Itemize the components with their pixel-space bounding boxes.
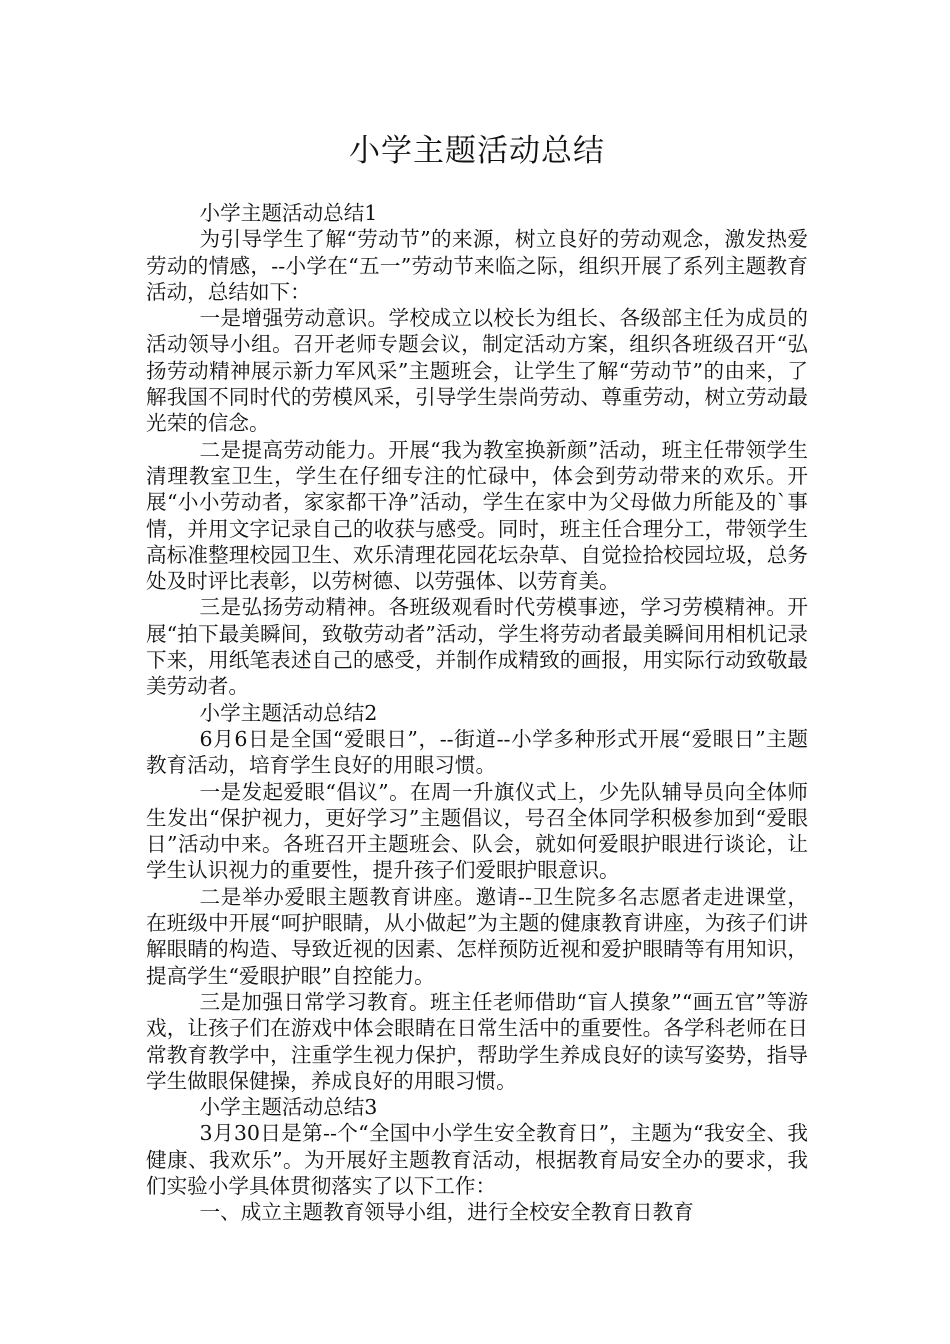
paragraph: 二是提高劳动能力。开展“我为教室换新颜”活动，班主任带领学生清理教室卫生，学生在仔细专注的忙碌中，体会到劳动带来的欢乐。开展“小小劳动者，家家都干净”活动，学生在家中为父母做力所能及的`事情，并用文字记录自己的收获与感受。同时，班主任合理分工，带领学生高标准整理校园卫生、欢乐清理花园花坛杂草、自觉捡拾校园垃圾，总务处及时评比表彰，以劳树德、以劳强体、以劳育美。 — [146, 437, 808, 594]
paragraph: 3月30日是第--个“全国中小学生安全教育日”，主题为“我安全、我健康、我欢乐”。为开展好主题教育活动，根据教育局安全办的要求，我们实验小学具体贯彻落实了以下工作： — [146, 1121, 808, 1198]
paragraph: 为引导学生了解“劳动节”的来源，树立良好的劳动观念，激发热爱劳动的情感，--小学在“五一”劳动节来临之际，组织开展了系列主题教育活动，总结如下： — [146, 227, 808, 304]
paragraph: 一、成立主题教育领导小组，进行全校安全教育日教育 — [199, 1200, 694, 1225]
document-title: 小学主题活动总结 — [349, 133, 605, 169]
paragraph: 一是发起爱眼“倡议”。在周一升旗仪式上，少先队辅导员向全体师生发出“保护视力，更好学习”主题倡议，号召全体同学积极参加到“爱眼日”活动中来。各班召开主题班会、队会，就如何爱眼护眼进行谈论，让学生认识视力的重要性，提升孩子们爱眼护眼意识。 — [146, 779, 808, 883]
section-heading-2: 小学主题活动总结2 — [199, 700, 378, 725]
document-body — [146, 200, 808, 1226]
section-heading-1: 小学主题活动总结1 — [199, 201, 378, 225]
section-heading-3: 小学主题活动总结3 — [199, 1095, 378, 1120]
paragraph: 二是举办爱眼主题教育讲座。邀请--卫生院多名志愿者走进课堂，在班级中开展“呵护眼睛，从小做起”为主题的健康教育讲座，为孩子们讲解眼睛的构造、导致近视的因素、怎样预防近视和爱护眼睛等有用知识，提高学生“爱眼护眼”自控能力。 — [146, 884, 808, 988]
paragraph: 三是弘扬劳动精神。各班级观看时代劳模事迹，学习劳模精神。开展“拍下最美瞬间，致敬劳动者”活动，学生将劳动者最美瞬间用相机记录下来，用纸笔表述自己的感受，并制作成精致的画报，用实际行动致敬最美劳动者。 — [146, 595, 808, 699]
document-page — [146, 128, 808, 1226]
paragraph: 三是加强日常学习教育。班主任老师借助“盲人摸象”“画五官”等游戏，让孩子们在游戏中体会眼睛在日常生活中的重要性。各学科老师在日常教育教学中，注重学生视力保护，帮助学生养成良好的读写姿势，指导学生做眼保健操，养成良好的用眼习惯。 — [146, 989, 808, 1093]
paragraph: 6月6日是全国“爱眼日”，--街道--小学多种形式开展“爱眼日”主题教育活动，培育学生良好的用眼习惯。 — [146, 726, 808, 778]
paragraph: 一是增强劳动意识。学校成立以校长为组长、各级部主任为成员的活动领导小组。召开老师专题会议，制定活动方案，组织各班级召开“弘扬劳动精神展示新力军风采”主题班会，让学生了解“劳动节”的由来，了解我国不同时代的劳模风采，引导学生崇尚劳动、尊重劳动，树立劳动最光荣的信念。 — [146, 306, 808, 436]
